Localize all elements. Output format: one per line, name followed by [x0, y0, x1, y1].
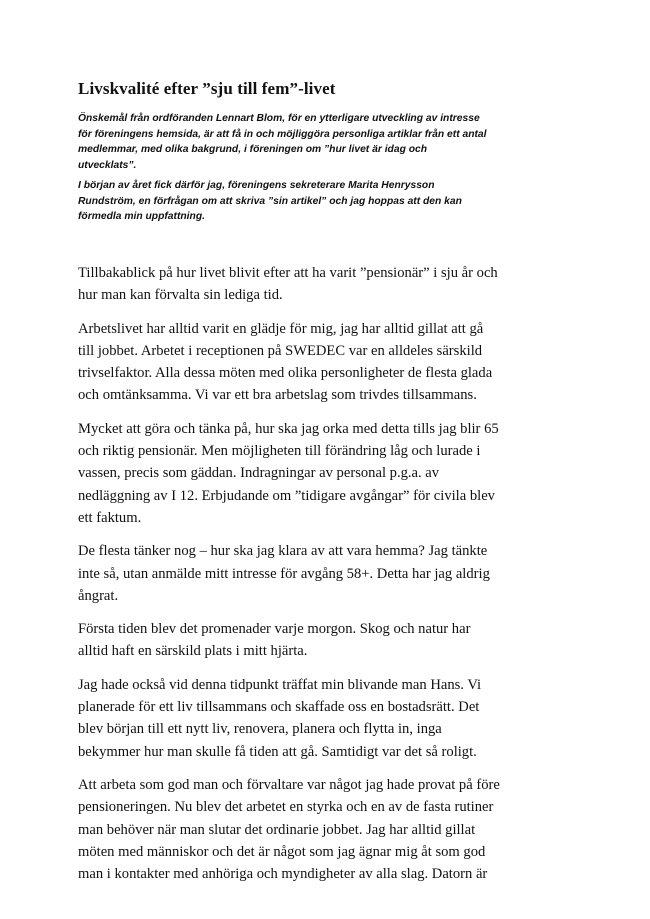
body-line: och riktig pensionär. Men möjligheten till förändring låg och lurade i [78, 443, 481, 460]
body-paragraph [78, 418, 598, 529]
body-line: ångrat. [78, 587, 119, 604]
body-line: och omtänksamma. Vi var ett bra arbetslag som trivdes tillsammans. [78, 387, 477, 404]
body-line: blev början till ett nytt liv, renovera, planera och flytta in, inga [78, 721, 442, 738]
article-body [78, 262, 598, 896]
document-title: Livskvalité efter ”sju till fem”-livet [78, 79, 336, 98]
body-paragraph [78, 540, 598, 607]
intro-line: medlemmar, med olika bakgrund, i föreningen om ”hur livet är idag och [78, 144, 428, 156]
body-line: man behöver när man slutar det ordinarie jobbet. Jag har alltid gillat [78, 821, 476, 838]
intro-line: I början av året fick därför jag, föreningens sekreterare Marita Henrysson [78, 180, 435, 191]
body-paragraph [78, 774, 598, 885]
body-line: till jobbet. Arbetet i receptionen på SWEDEC var en alldeles särskild [78, 342, 483, 359]
body-line: Arbetslivet har alltid varit en glädje för mig, jag har alltid gillat att gå [78, 320, 484, 337]
body-line: hur man kan förvalta sin lediga tid. [78, 287, 283, 304]
body-paragraph [78, 262, 598, 307]
intro-line: Rundström, en förfrågan om att skriva ”sin artikel” och jag hoppas att den kan [78, 195, 462, 207]
intro-line: för föreningens hemsida, är att få in och möjliggöra personliga artiklar från ett antal [78, 128, 487, 140]
body-line: trivselfaktor. Alla dessa möten med olika personligheter de flesta glada [78, 365, 493, 382]
body-line: Att arbeta som god man och förvaltare var något jag hade provat på före [78, 776, 500, 793]
body-line: man i kontakter med anhöriga och myndigheter av alla slag. Datorn är [78, 866, 488, 883]
body-line: De flesta tänker nog – hur ska jag klara av att vara hemma? Jag tänkte [78, 543, 488, 560]
body-line: pensioneringen. Nu blev det arbetet en styrka och en av de fasta rutiner [78, 799, 494, 816]
body-line: nedläggning av I 12. Erbjudande om ”tidigare avgångar” för civila blev [78, 487, 495, 504]
body-line: Jag hade också vid denna tidpunkt träffat min blivande man Hans. Vi [78, 676, 482, 693]
body-line: möten med människor och det är något som jag ägnar mig åt som god [78, 843, 486, 860]
body-line: Första tiden blev det promenader varje morgon. Skog och natur har [78, 621, 471, 638]
body-paragraph [78, 618, 598, 663]
body-line: inte så, utan anmälde mitt intresse för avgång 58+. Detta har jag aldrig [78, 565, 490, 582]
intro-line: förmedla min uppfattning. [78, 211, 205, 223]
body-line: vassen, precis som gäddan. Indragningar av personal p.g.a. av [78, 465, 440, 482]
body-line: bekymmer hur man skulle få tiden att gå. Samtidigt var det så roligt. [78, 743, 477, 760]
body-paragraph [78, 674, 598, 763]
body-line: Mycket att göra och tänka på, hur ska jag orka med detta tills jag blir 65 [78, 420, 499, 437]
intro-line: Önskemål från ordföranden Lennart Blom, för en ytterligare utveckling av intresse [78, 113, 480, 124]
body-line: Tillbakablick på hur livet blivit efter att ha varit ”pensionär” i sju år och [78, 265, 498, 281]
body-line: alltid haft en särskild plats i mitt hjärta. [78, 643, 308, 660]
body-paragraph [78, 318, 598, 407]
body-line: planerade för ett liv tillsammans och skaffade oss en bostadsrätt. Det [78, 699, 480, 716]
intro-line: utvecklats”. [78, 159, 137, 171]
body-line: ett faktum. [78, 509, 142, 526]
intro-paragraph-1 [78, 111, 578, 173]
intro-paragraph-2 [78, 178, 578, 225]
